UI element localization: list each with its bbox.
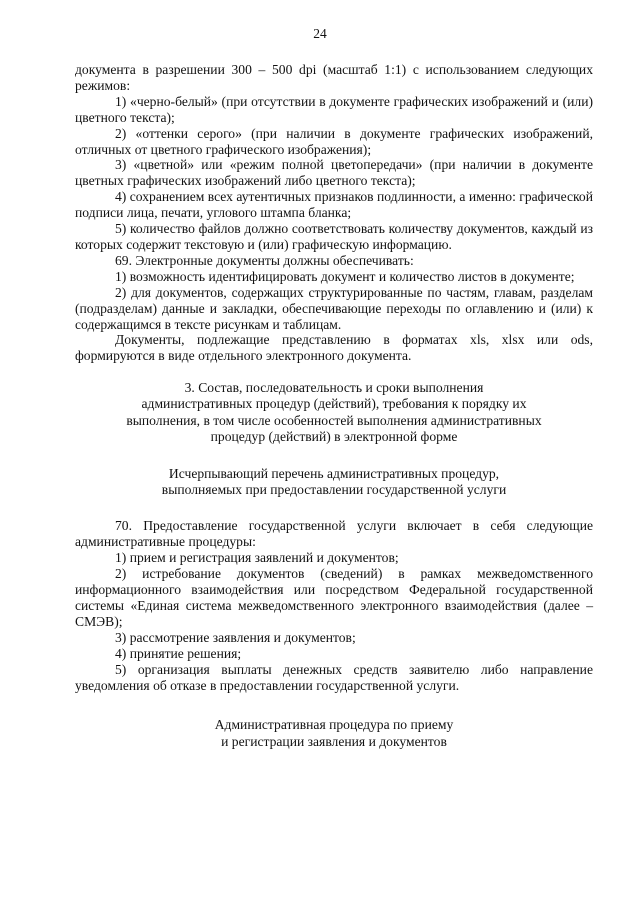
list-item-decision: 4) принятие решения; [115,645,242,661]
section-heading-line: административных процедур (действий), требования к порядку их [141,396,527,412]
list-item-structured-documents: 2) для документов, содержащих структурированные по частям, главам, разделам (подразделам) данные и закладки, обеспечивающие переходы по оглавлению и (или) к содержащимся в тексте рисункам и таблицам. [75,284,593,332]
subsection-heading [75,466,593,498]
procedure-heading [75,717,593,749]
list-item-consideration: 3) рассмотрение заявления и документов; [115,629,356,645]
list-item-authenticity: 4) сохранением всех аутентичных признаков подлинности, а именно: графической подписи лица, печати, углового штампа бланка; [75,189,593,221]
list-item-black-white: 1) «черно-белый» (при отсутствии в документе графических изображений и (или) цветного текста); [75,93,593,125]
paragraph-69: 69. Электронные документы должны обеспечивать: [115,252,414,268]
section-heading [75,380,593,445]
section-heading-line: выполнения, в том числе особенностей выполнения административных [126,412,542,428]
subsection-heading-line: Исчерпывающий перечень административных процедур, [168,466,500,482]
page-number: 24 [313,26,327,41]
list-item-reception: 1) прием и регистрация заявлений и документов; [115,550,399,566]
list-item-color: 3) «цветной» или «режим полной цветопередачи» (при наличии в документе цветных графических изображений либо цветного текста); [75,157,593,189]
paragraph-xls-formats: Документы, подлежащие представлению в форматах xls, xlsx или ods, формируются в виде отдельного электронного документа. [75,332,593,364]
procedure-heading-line: и регистрации заявления и документов [221,733,447,749]
list-item-grayscale: 2) «оттенки серого» (при наличии в документе графических изображений, отличных от цветного графического изображения); [75,125,593,157]
subsection-heading-line: выполняемых при предоставлении государственной услуги [161,482,507,498]
list-item-file-count: 5) количество файлов должно соответствовать количеству документов, каждый из которых содержит текстовую и (или) графическую информацию. [75,221,593,252]
section-heading-line: процедур (действий) в электронной форме [210,428,458,444]
paragraph-scan-modes-intro: документа в разрешении 300 – 500 dpi (масштаб 1:1) с использованием следующих режимов: [75,62,593,93]
list-item-payment: 5) организация выплаты денежных средств заявителю либо направление уведомления об отказе в предоставлении государственной услуги. [75,661,593,693]
list-item-interagency-request: 2) истребование документов (сведений) в рамках межведомственного информационного взаимодействия или посредством Федеральной государственной системы «Единая система межведомственного электронного взаимодействия (далее – СМЭВ); [75,566,593,629]
section-heading-line: 3. Состав, последовательность и сроки выполнения [184,380,484,396]
document-body [75,62,593,750]
paragraph-70: 70. Предоставление государственной услуги включает в себя следующие административные процедуры: [75,518,593,550]
list-item-identify-document: 1) возможность идентифицировать документ и количество листов в документе; [115,268,575,284]
procedure-heading-line: Административная процедура по приему [214,717,454,733]
